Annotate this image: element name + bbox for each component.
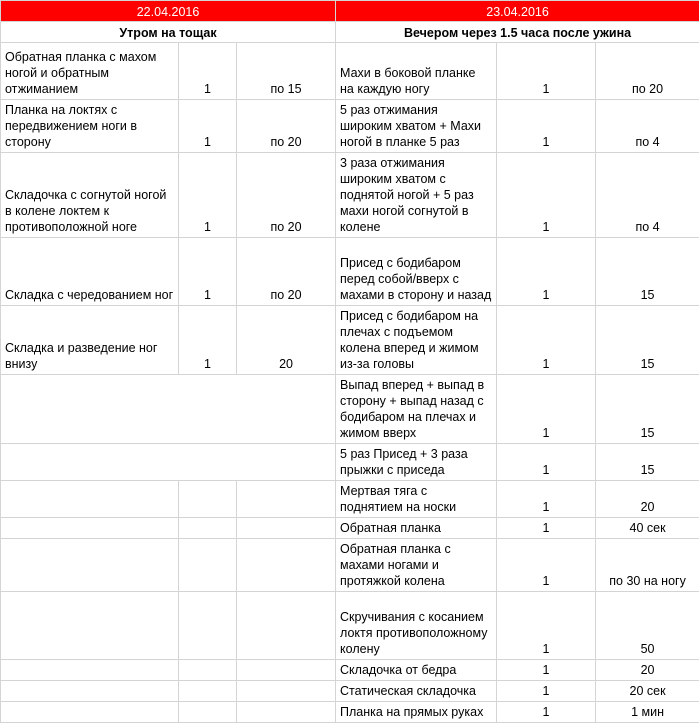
evening-sets-cell[interactable]: 1 (497, 660, 596, 681)
evening-exercise-cell[interactable]: Присед с бодибаром на плечах с подъемом колена вперед и жимом из-за головы (336, 306, 497, 375)
morning-exercise-cell[interactable]: Складка с чередованием ног (1, 238, 179, 306)
morning-reps-cell[interactable] (237, 592, 336, 660)
morning-reps-cell[interactable] (237, 481, 336, 518)
evening-exercise-cell[interactable]: Выпад вперед + выпад в сторону + выпад назад с бодибаром на плечах и жимом вверх (336, 375, 497, 444)
evening-reps-cell[interactable]: по 4 (596, 100, 699, 153)
evening-sets-cell[interactable]: 1 (497, 481, 596, 518)
morning-exercise-cell[interactable] (1, 681, 179, 702)
evening-reps-cell[interactable]: 50 (596, 592, 699, 660)
evening-header-cell[interactable]: Вечером через 1.5 часа после ужина (336, 22, 699, 43)
evening-sets-cell[interactable]: 1 (497, 539, 596, 592)
morning-exercise-cell[interactable] (1, 481, 179, 518)
morning-reps-cell[interactable] (237, 702, 336, 723)
morning-sets-cell[interactable] (179, 660, 237, 681)
table-row (1, 43, 699, 100)
morning-sets-cell[interactable]: 1 (179, 43, 237, 100)
evening-exercise-cell[interactable]: Складочка от бедра (336, 660, 497, 681)
morning-sets-cell[interactable]: 1 (179, 153, 237, 238)
evening-exercise-cell[interactable]: 5 раз Присед + 3 раза прыжки с приседа (336, 444, 497, 481)
table-row (1, 539, 699, 592)
evening-reps-cell[interactable]: 15 (596, 238, 699, 306)
table-row (1, 306, 699, 375)
morning-empty-merged-cell[interactable] (1, 444, 336, 481)
table-row (1, 481, 699, 518)
morning-exercise-cell[interactable] (1, 539, 179, 592)
evening-sets-cell[interactable]: 1 (497, 518, 596, 539)
evening-exercise-cell[interactable]: Обратная планка (336, 518, 497, 539)
morning-exercise-cell[interactable]: Планка на локтях с передвижением ноги в сторону (1, 100, 179, 153)
morning-sets-cell[interactable]: 1 (179, 238, 237, 306)
evening-sets-cell[interactable]: 1 (497, 444, 596, 481)
morning-empty-merged-cell[interactable] (1, 375, 336, 444)
table-row (1, 375, 699, 444)
table-row (1, 444, 699, 481)
morning-reps-cell[interactable]: по 15 (237, 43, 336, 100)
morning-sets-cell[interactable] (179, 518, 237, 539)
morning-exercise-cell[interactable] (1, 592, 179, 660)
morning-reps-cell[interactable]: 20 (237, 306, 336, 375)
evening-exercise-cell[interactable]: Статическая складочка (336, 681, 497, 702)
evening-reps-cell[interactable]: 20 сек (596, 681, 699, 702)
evening-reps-cell[interactable]: по 30 на ногу (596, 539, 699, 592)
morning-exercise-cell[interactable] (1, 518, 179, 539)
evening-exercise-cell[interactable]: 3 раза отжимания широким хватом с поднятой ногой + 5 раз махи ногой согнутой в колене (336, 153, 497, 238)
evening-sets-cell[interactable]: 1 (497, 153, 596, 238)
table-row (1, 518, 699, 539)
morning-exercise-cell[interactable]: Обратная планка с махом ногой и обратным отжиманием (1, 43, 179, 100)
table-row (1, 660, 699, 681)
morning-header-cell[interactable]: Утром на тощак (1, 22, 336, 43)
morning-reps-cell[interactable] (237, 660, 336, 681)
header-row (1, 22, 699, 43)
evening-sets-cell[interactable]: 1 (497, 238, 596, 306)
morning-exercise-cell[interactable]: Складочка с согнутой ногой в колене локтем к противоположной ноге (1, 153, 179, 238)
evening-exercise-cell[interactable]: Присед с бодибаром перед собой/вверх с махами в сторону и назад (336, 238, 497, 306)
evening-exercise-cell[interactable]: Махи в боковой планке на каждую ногу (336, 43, 497, 100)
morning-sets-cell[interactable] (179, 592, 237, 660)
evening-reps-cell[interactable]: по 20 (596, 43, 699, 100)
morning-exercise-cell[interactable] (1, 702, 179, 723)
evening-sets-cell[interactable]: 1 (497, 702, 596, 723)
table-row (1, 592, 699, 660)
morning-exercise-cell[interactable]: Складка и разведение ног внизу (1, 306, 179, 375)
date-right-cell[interactable]: 23.04.2016 (336, 1, 699, 22)
evening-exercise-cell[interactable]: Мертвая тяга с поднятием на носки (336, 481, 497, 518)
table-row (1, 238, 699, 306)
evening-reps-cell[interactable]: 15 (596, 306, 699, 375)
table-row (1, 153, 699, 238)
morning-reps-cell[interactable] (237, 539, 336, 592)
evening-reps-cell[interactable]: по 4 (596, 153, 699, 238)
evening-sets-cell[interactable]: 1 (497, 375, 596, 444)
morning-sets-cell[interactable] (179, 539, 237, 592)
morning-reps-cell[interactable]: по 20 (237, 238, 336, 306)
table-row (1, 681, 699, 702)
table-row (1, 100, 699, 153)
evening-reps-cell[interactable]: 15 (596, 375, 699, 444)
evening-sets-cell[interactable]: 1 (497, 592, 596, 660)
morning-reps-cell[interactable]: по 20 (237, 100, 336, 153)
evening-reps-cell[interactable]: 15 (596, 444, 699, 481)
morning-sets-cell[interactable]: 1 (179, 306, 237, 375)
evening-exercise-cell[interactable]: 5 раз отжимания широким хватом + Махи ногой в планке 5 раз (336, 100, 497, 153)
morning-reps-cell[interactable] (237, 681, 336, 702)
date-row (1, 1, 699, 22)
morning-sets-cell[interactable] (179, 481, 237, 518)
evening-reps-cell[interactable]: 20 (596, 481, 699, 518)
evening-sets-cell[interactable]: 1 (497, 681, 596, 702)
morning-reps-cell[interactable] (237, 518, 336, 539)
morning-sets-cell[interactable]: 1 (179, 100, 237, 153)
evening-reps-cell[interactable]: 20 (596, 660, 699, 681)
morning-exercise-cell[interactable] (1, 660, 179, 681)
evening-reps-cell[interactable]: 1 мин (596, 702, 699, 723)
morning-reps-cell[interactable]: по 20 (237, 153, 336, 238)
morning-sets-cell[interactable] (179, 702, 237, 723)
evening-sets-cell[interactable]: 1 (497, 306, 596, 375)
evening-sets-cell[interactable]: 1 (497, 100, 596, 153)
morning-sets-cell[interactable] (179, 681, 237, 702)
evening-reps-cell[interactable]: 40 сек (596, 518, 699, 539)
evening-sets-cell[interactable]: 1 (497, 43, 596, 100)
table-row (1, 702, 699, 723)
evening-exercise-cell[interactable]: Обратная планка с махами ногами и протяжкой колена (336, 539, 497, 592)
date-left-cell[interactable]: 22.04.2016 (1, 1, 336, 22)
evening-exercise-cell[interactable]: Скручивания с косанием локтя противоположному колену (336, 592, 497, 660)
evening-exercise-cell[interactable]: Планка на прямых руках (336, 702, 497, 723)
